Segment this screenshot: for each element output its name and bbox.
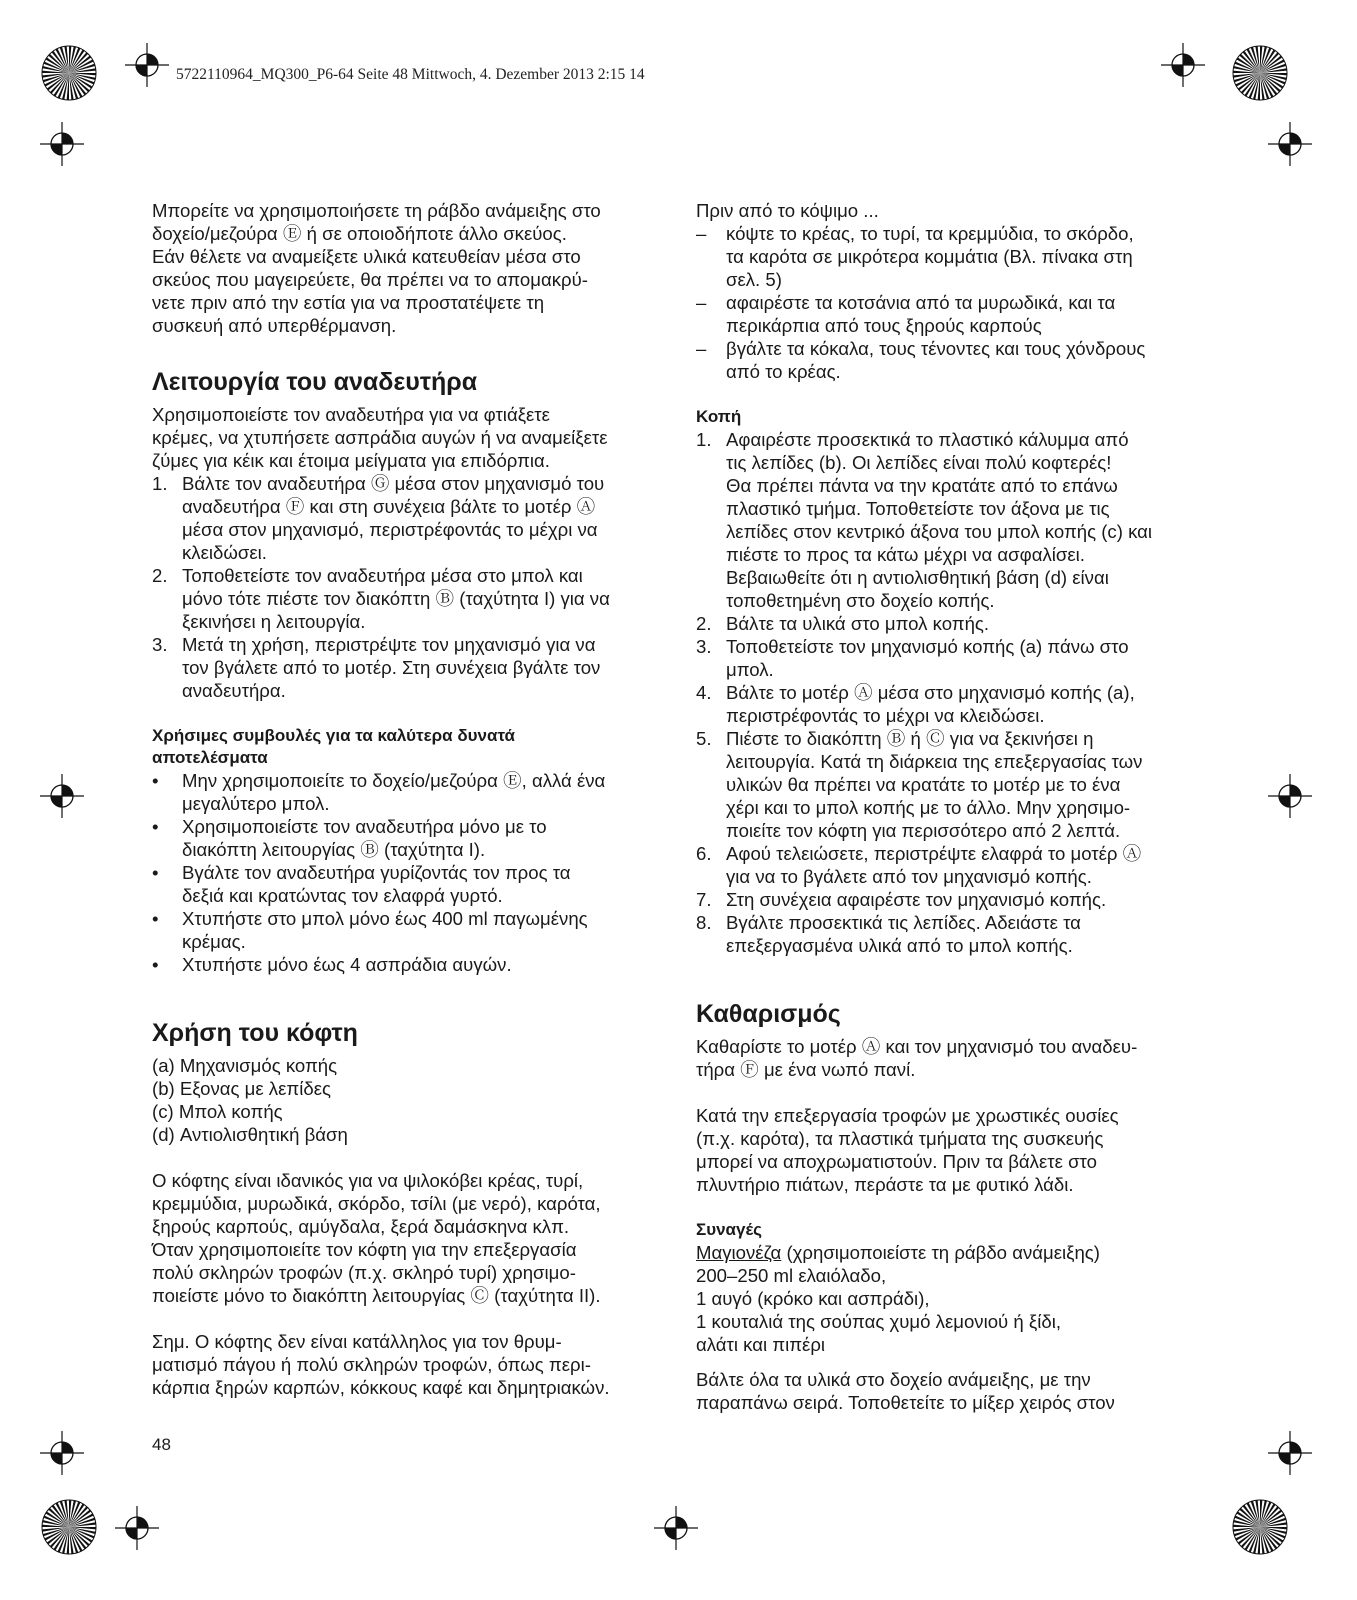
bullet-icon: • (152, 908, 159, 929)
text-line: Χρησιμοποιείστε τον αναδευτήρα μόνο με το (182, 816, 547, 837)
cut-title: Κοπή (696, 407, 742, 426)
bullet-icon: • (152, 862, 159, 883)
text-line: Τοποθετείστε τον αναδευτήρα μέσα στο μπολ και (182, 565, 583, 586)
text-line: Θα πρέπει πάντα να την κρατάτε από το επάνω (726, 475, 1118, 496)
text-line: μπορεί να αποχρωματιστούν. Πριν τα βάλετε στο (696, 1151, 1097, 1172)
text-line: Εάν θέλετε να αναμείξετε υλικά κατευθείαν μέσα στο (152, 246, 581, 267)
text-line: από το κρέας. (726, 361, 841, 382)
text-line: σελ. 5) (726, 269, 782, 290)
text-line: πλαστικό τμήμα. Τοποθετείστε τον άξονα με τις (726, 498, 1110, 519)
text-line: Καθαρίστε το μοτέρ Ⓐ και τον μηχανισμό του αναδευ- (696, 1036, 1138, 1057)
text-line: χέρι και το μπολ κοπής με το άλλο. Μην χρησιμο- (726, 797, 1131, 818)
print-header: 5722110964_MQ300_P6-64 Seite 48 Mittwoch, 4. Dezember 2013 2:15 14 (176, 66, 645, 83)
dash-icon: – (696, 223, 707, 244)
text-line: μέσα στον μηχανισμό, περιστρέφοντάς το μέχρι να (182, 519, 598, 540)
text-line: ξηρούς καρπούς, αμύγδαλα, ξερά δαμάσκηνα κλπ. (152, 1216, 570, 1237)
text-line: κόψτε το κρέας, το τυρί, τα κρεμμύδια, το σκόρδο, (726, 223, 1134, 244)
starburst-icon (42, 1500, 96, 1554)
text-line: (d) Αντιολισθητική βάση (152, 1124, 348, 1145)
text-line: κλειδώσει. (182, 542, 267, 563)
text-line: κρέμας. (182, 931, 246, 952)
text-line: παραπάνω σειρά. Τοποθετείτε το μίξερ χειρός στον (696, 1392, 1115, 1413)
mayo-note: (χρησιμοποιείστε τη ράβδο ανάμειξης) (781, 1242, 1100, 1263)
text-line: μεγαλύτερο μπολ. (182, 793, 330, 814)
text-line: κρεμμύδια, μυρωδικά, σκόρδο, τσίλι (με νερό), καρότα, (152, 1193, 601, 1214)
text-line: αφαιρέστε τα κοτσάνια από τα μυρωδικά, και τα (726, 292, 1116, 313)
text-line: τις λεπίδες (b). Οι λεπίδες είναι πολύ κοφτερές! (726, 452, 1112, 473)
text-line: ποιείτε τον κόφτη για περισσότερο από 2 λεπτά. (726, 820, 1121, 841)
text-line: τα καρότα σε μικρότερα κομμάτια (Βλ. πίνακα στη (726, 246, 1133, 267)
step-number: 5. (696, 728, 712, 749)
step-number: 2. (696, 613, 712, 634)
text-line: Βάλτε τα υλικά στο μπολ κοπής. (726, 613, 990, 634)
text-line: βγάλτε τα κόκαλα, τους τένοντες και τους χόνδρους (726, 338, 1146, 359)
text-line: Ο κόφτης είναι ιδανικός για να ψιλοκόβει κρέας, τυρί, (152, 1170, 584, 1191)
text-line: πολύ σκληρών τροφών (π.χ. σκληρό τυρί) χρησιμο- (152, 1262, 576, 1283)
text-line: πιέστε το προς τα κάτω μέχρι να ασφαλίσει. (726, 544, 1085, 565)
text-line: υλικών θα πρέπει να κρατάτε το μοτέρ με το ένα (726, 774, 1121, 795)
text-line: (a) Μηχανισμός κοπής (152, 1055, 338, 1076)
text-line: μπολ. (726, 659, 774, 680)
recipes-title: Συναγές (696, 1220, 762, 1239)
registration-mark-icon (115, 1506, 159, 1550)
text-line: πλυντήριο πιάτων, περάστε τα με φυτικό λάδι. (696, 1174, 1074, 1195)
text-line: Αφού τελειώσετε, περιστρέψτε ελαφρά το μοτέρ Ⓐ (726, 843, 1142, 864)
text-line: Βάλτε τον αναδευτήρα Ⓖ μέσα στον μηχανισμό του (182, 473, 605, 494)
registration-mark-icon (1268, 774, 1312, 818)
text-line: συσκευή από υπερθέρμανση. (152, 315, 397, 336)
starburst-icon (1233, 1500, 1287, 1554)
text-line: ματισμό πάγου ή πολύ σκληρών τροφών, όπως περι- (152, 1354, 591, 1375)
text-line: Βγάλτε τον αναδευτήρα γυρίζοντάς τον προς τα (182, 862, 571, 883)
dash-icon: – (696, 292, 707, 313)
text-line: Βάλτε όλα τα υλικά στο δοχείο ανάμειξης, με την (696, 1369, 1091, 1390)
bullet-icon: • (152, 770, 159, 791)
text-line: Χρήσιμες συμβουλές για τα καλύτερα δυνατά (152, 726, 516, 745)
text-line: νετε πριν από την εστία για να προστατέψετε τη (152, 292, 545, 313)
mayo-name: Μαγιονέζα (696, 1242, 782, 1263)
text-line: ζύμες για κέικ και έτοιμα μείγματα για επιδόρπια. (152, 450, 550, 471)
text-line: επεξεργασμένα υλικά από το μπολ κοπής. (726, 935, 1073, 956)
bullet-icon: • (152, 816, 159, 837)
text-line: (b) Εξονας με λεπίδες (152, 1078, 331, 1099)
section-title-whisk: Λειτουργία του αναδευτήρα (152, 368, 478, 396)
step-number: 4. (696, 682, 712, 703)
text-line: Μετά τη χρήση, περιστρέψτε τον μηχανισμό για να (182, 634, 596, 655)
text-line: αποτελέσματα (152, 748, 268, 767)
text-line: αναδευτήρα Ⓕ και στη συνέχεια βάλτε το μοτέρ Ⓐ (182, 496, 596, 517)
text-line: τήρα Ⓕ με ένα νωπό πανί. (696, 1059, 916, 1080)
text-line: διακόπτη λειτουργίας Ⓑ (ταχύτητα I). (182, 839, 486, 860)
section-title-chopper: Χρήση του κόφτη (152, 1019, 358, 1047)
text-line: τοποθετημένη στο δοχείο κοπής. (726, 590, 995, 611)
text-line: περικάρπια από τους ξηρούς καρπούς (726, 315, 1042, 336)
text-line: αλάτι και πιπέρι (696, 1334, 826, 1355)
step-number: 1. (152, 473, 168, 494)
text-line: λεπίδες στον κεντρικό άξονα του μπολ κοπής (c) και (726, 521, 1153, 542)
text-line: Πιέστε το διακόπτη Ⓑ ή Ⓒ για να ξεκινήσει η (726, 728, 1094, 749)
step-number: 1. (696, 429, 712, 450)
registration-mark-icon (1268, 122, 1312, 166)
text-line: Μπορείτε να χρησιμοποιήσετε τη ράβδο ανάμειξης στο (152, 200, 601, 221)
text-line: Τοποθετείστε τον μηχανισμό κοπής (a) πάνω στο (726, 636, 1129, 657)
starburst-icon (42, 46, 96, 100)
text-line: δοχείο/μεζούρα Ⓔ ή σε οποιοδήποτε άλλο σκεύος. (152, 223, 567, 244)
text-line: Αφαιρέστε προσεκτικά το πλαστικό κάλυμμα από (726, 429, 1129, 450)
text-line: Στη συνέχεια αφαιρέστε τον μηχανισμό κοπής. (726, 889, 1107, 910)
step-number: 8. (696, 912, 712, 933)
registration-mark-icon (1268, 1431, 1312, 1475)
text-line: Χτυπήστε στο μπολ μόνο έως 400 ml παγωμένης (182, 908, 588, 929)
text-line: μόνο τότε πιέστε τον διακόπτη Ⓑ (ταχύτητα I) για να (182, 588, 610, 609)
text-line: 1 κουταλιά της σούπας χυμό λεμονιού ή ξίδι, (696, 1311, 1062, 1332)
page-number: 48 (152, 1435, 171, 1454)
text-line: Βεβαιωθείτε ότι η αντιολισθητική βάση (d) είναι (726, 567, 1109, 588)
text-line: Χτυπήστε μόνο έως 4 ασπράδια αυγών. (182, 954, 512, 975)
bullet-icon: • (152, 954, 159, 975)
text-line: λειτουργία. Κατά τη διάρκεια της επεξεργασίας των (726, 751, 1143, 772)
text-line: κρέμες, να χτυπήσετε ασπράδια αυγών ή να αναμείξετε (152, 427, 608, 448)
registration-mark-icon (1161, 43, 1205, 87)
text-line: Μην χρησιμοποιείτε το δοχείο/μεζούρα Ⓔ, αλλά ένα (182, 770, 606, 791)
text-line: 1 αυγό (κρόκο και ασπράδι), (696, 1288, 930, 1309)
step-number: 3. (152, 634, 168, 655)
step-number: 6. (696, 843, 712, 864)
text-line: για να το βγάλετε από τον μηχανισμό κοπής. (726, 866, 1092, 887)
text-line: (c) Μπολ κοπής (152, 1101, 283, 1122)
text-line: Όταν χρησιμοποιείτε τον κόφτη για την επεξεργασία (152, 1239, 577, 1260)
text-line: Βάλτε το μοτέρ Ⓐ μέσα στο μηχανισμό κοπής (a), (726, 682, 1135, 703)
dash-icon: – (696, 338, 707, 359)
text-line: 200–250 ml ελαιόλαδο, (696, 1265, 887, 1286)
text-line: ποιείστε μόνο το διακόπτη λειτουργίας Ⓒ (ταχύτητα II). (152, 1285, 601, 1306)
registration-mark-icon (40, 1431, 84, 1475)
text-line: Κατά την επεξεργασία τροφών με χρωστικές ουσίες (696, 1105, 1119, 1126)
text-line: δεξιά και κρατώντας τον ελαφρά γυρτό. (182, 885, 503, 906)
text-line: σκεύος που μαγειρεύετε, θα πρέπει να το απομακρύ- (152, 269, 588, 290)
step-number: 2. (152, 565, 168, 586)
before-cutting-title: Πριν από το κόψιμο ... (696, 200, 879, 221)
registration-mark-icon (125, 43, 169, 87)
registration-mark-icon (40, 774, 84, 818)
registration-mark-icon (40, 122, 84, 166)
text-line: Βγάλτε προσεκτικά τις λεπίδες. Αδειάστε τα (726, 912, 1081, 933)
text-line: αναδευτήρα. (182, 680, 286, 701)
text-line: τον βγάλετε από το μοτέρ. Στη συνέχεια βγάλτε τον (182, 657, 601, 678)
step-number: 7. (696, 889, 712, 910)
text-line: περιστρέφοντάς το μέχρι να κλειδώσει. (726, 705, 1045, 726)
text-line: Σημ. Ο κόφτης δεν είναι κατάλληλος για τον θρυμ- (152, 1331, 562, 1352)
starburst-icon (1233, 46, 1287, 100)
text-line: Χρησιμοποιείστε τον αναδευτήρα για να φτιάξετε (152, 404, 550, 425)
text-line: ξεκινήσει η λειτουργία. (182, 611, 366, 632)
section-title-cleaning: Καθαρισμός (696, 1000, 841, 1028)
text-line: κάρπια ξηρών καρπών, κόκκους καφέ και δημητριακών. (152, 1377, 610, 1398)
step-number: 3. (696, 636, 712, 657)
registration-mark-icon (654, 1506, 698, 1550)
text-line: (π.χ. καρότα), τα πλαστικά τμήματα της συσκευής (696, 1128, 1104, 1149)
